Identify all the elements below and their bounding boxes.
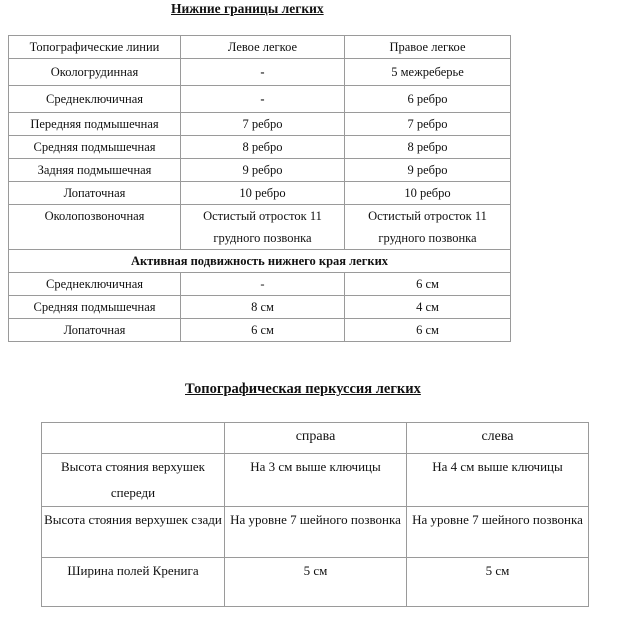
right-lung-cell: 6 см — [345, 273, 511, 296]
header-cell: Левое легкое — [181, 36, 345, 59]
line-name-cell: Лопаточная — [9, 182, 181, 205]
right-side-cell: 5 см — [225, 558, 407, 607]
mobility-section-title: Активная подвижность нижнего края легких — [9, 250, 511, 273]
table-row — [9, 319, 511, 342]
table-row — [9, 205, 511, 250]
percussion-table — [41, 422, 589, 607]
lower-borders-table — [8, 35, 511, 342]
left-lung-cell: Остистый отросток 11 грудного позвонка — [181, 205, 345, 250]
right-lung-cell: 10 ребро — [345, 182, 511, 205]
section-row — [9, 250, 511, 273]
left-lung-cell: - — [181, 86, 345, 113]
left-lung-cell: 10 ребро — [181, 182, 345, 205]
table-row — [9, 182, 511, 205]
left-lung-cell: - — [181, 59, 345, 86]
line-name-cell: Околопозвоночная — [9, 205, 181, 250]
right-lung-cell: 7 ребро — [345, 113, 511, 136]
left-lung-cell: 6 см — [181, 319, 345, 342]
table-row — [9, 86, 511, 113]
left-lung-cell: - — [181, 273, 345, 296]
table-row — [9, 59, 511, 86]
right-side-cell: На уровне 7 шейного позвонка — [225, 507, 407, 558]
right-lung-cell: Остистый отросток 11 грудного позвонка — [345, 205, 511, 250]
left-lung-cell: 8 см — [181, 296, 345, 319]
right-lung-cell: 6 ребро — [345, 86, 511, 113]
header-cell: Топографические линии — [9, 36, 181, 59]
table-row — [9, 296, 511, 319]
left-side-cell: На 4 см выше ключицы — [407, 454, 589, 507]
line-name-cell: Средняя подмышечная — [9, 136, 181, 159]
header-cell: Правое легкое — [345, 36, 511, 59]
left-lung-cell: 7 ребро — [181, 113, 345, 136]
table-header-row — [42, 423, 589, 454]
header-cell — [42, 423, 225, 454]
right-lung-cell: 8 ребро — [345, 136, 511, 159]
right-lung-cell: 4 см — [345, 296, 511, 319]
parameter-cell: Высота стояния верхушек спереди — [42, 454, 225, 507]
line-name-cell: Среднеключичная — [9, 86, 181, 113]
right-lung-cell: 5 межреберье — [345, 59, 511, 86]
table-header-row — [9, 36, 511, 59]
left-side-cell: 5 см — [407, 558, 589, 607]
header-cell: справа — [225, 423, 407, 454]
right-lung-cell: 9 ребро — [345, 159, 511, 182]
header-cell: слева — [407, 423, 589, 454]
left-lung-cell: 9 ребро — [181, 159, 345, 182]
table-row — [42, 454, 589, 507]
line-name-cell: Задняя подмышечная — [9, 159, 181, 182]
table-row — [9, 136, 511, 159]
table-row — [9, 273, 511, 296]
line-name-cell: Средняя подмышечная — [9, 296, 181, 319]
parameter-cell: Высота стояния верхушек сзади — [42, 507, 225, 558]
left-lung-cell: 8 ребро — [181, 136, 345, 159]
line-name-cell: Передняя подмышечная — [9, 113, 181, 136]
table-row — [42, 507, 589, 558]
left-side-cell: На уровне 7 шейного позвонка — [407, 507, 589, 558]
table-row — [9, 159, 511, 182]
right-lung-cell: 6 см — [345, 319, 511, 342]
percussion-title: Топографическая перкуссия легких — [185, 381, 421, 397]
right-side-cell: На 3 см выше ключицы — [225, 454, 407, 507]
table-row — [42, 558, 589, 607]
line-name-cell: Лопаточная — [9, 319, 181, 342]
parameter-cell: Ширина полей Кренига — [42, 558, 225, 607]
table-row — [9, 113, 511, 136]
line-name-cell: Среднеключичная — [9, 273, 181, 296]
lower-borders-title: Нижние границы легких — [171, 1, 324, 16]
line-name-cell: Окологрудинная — [9, 59, 181, 86]
